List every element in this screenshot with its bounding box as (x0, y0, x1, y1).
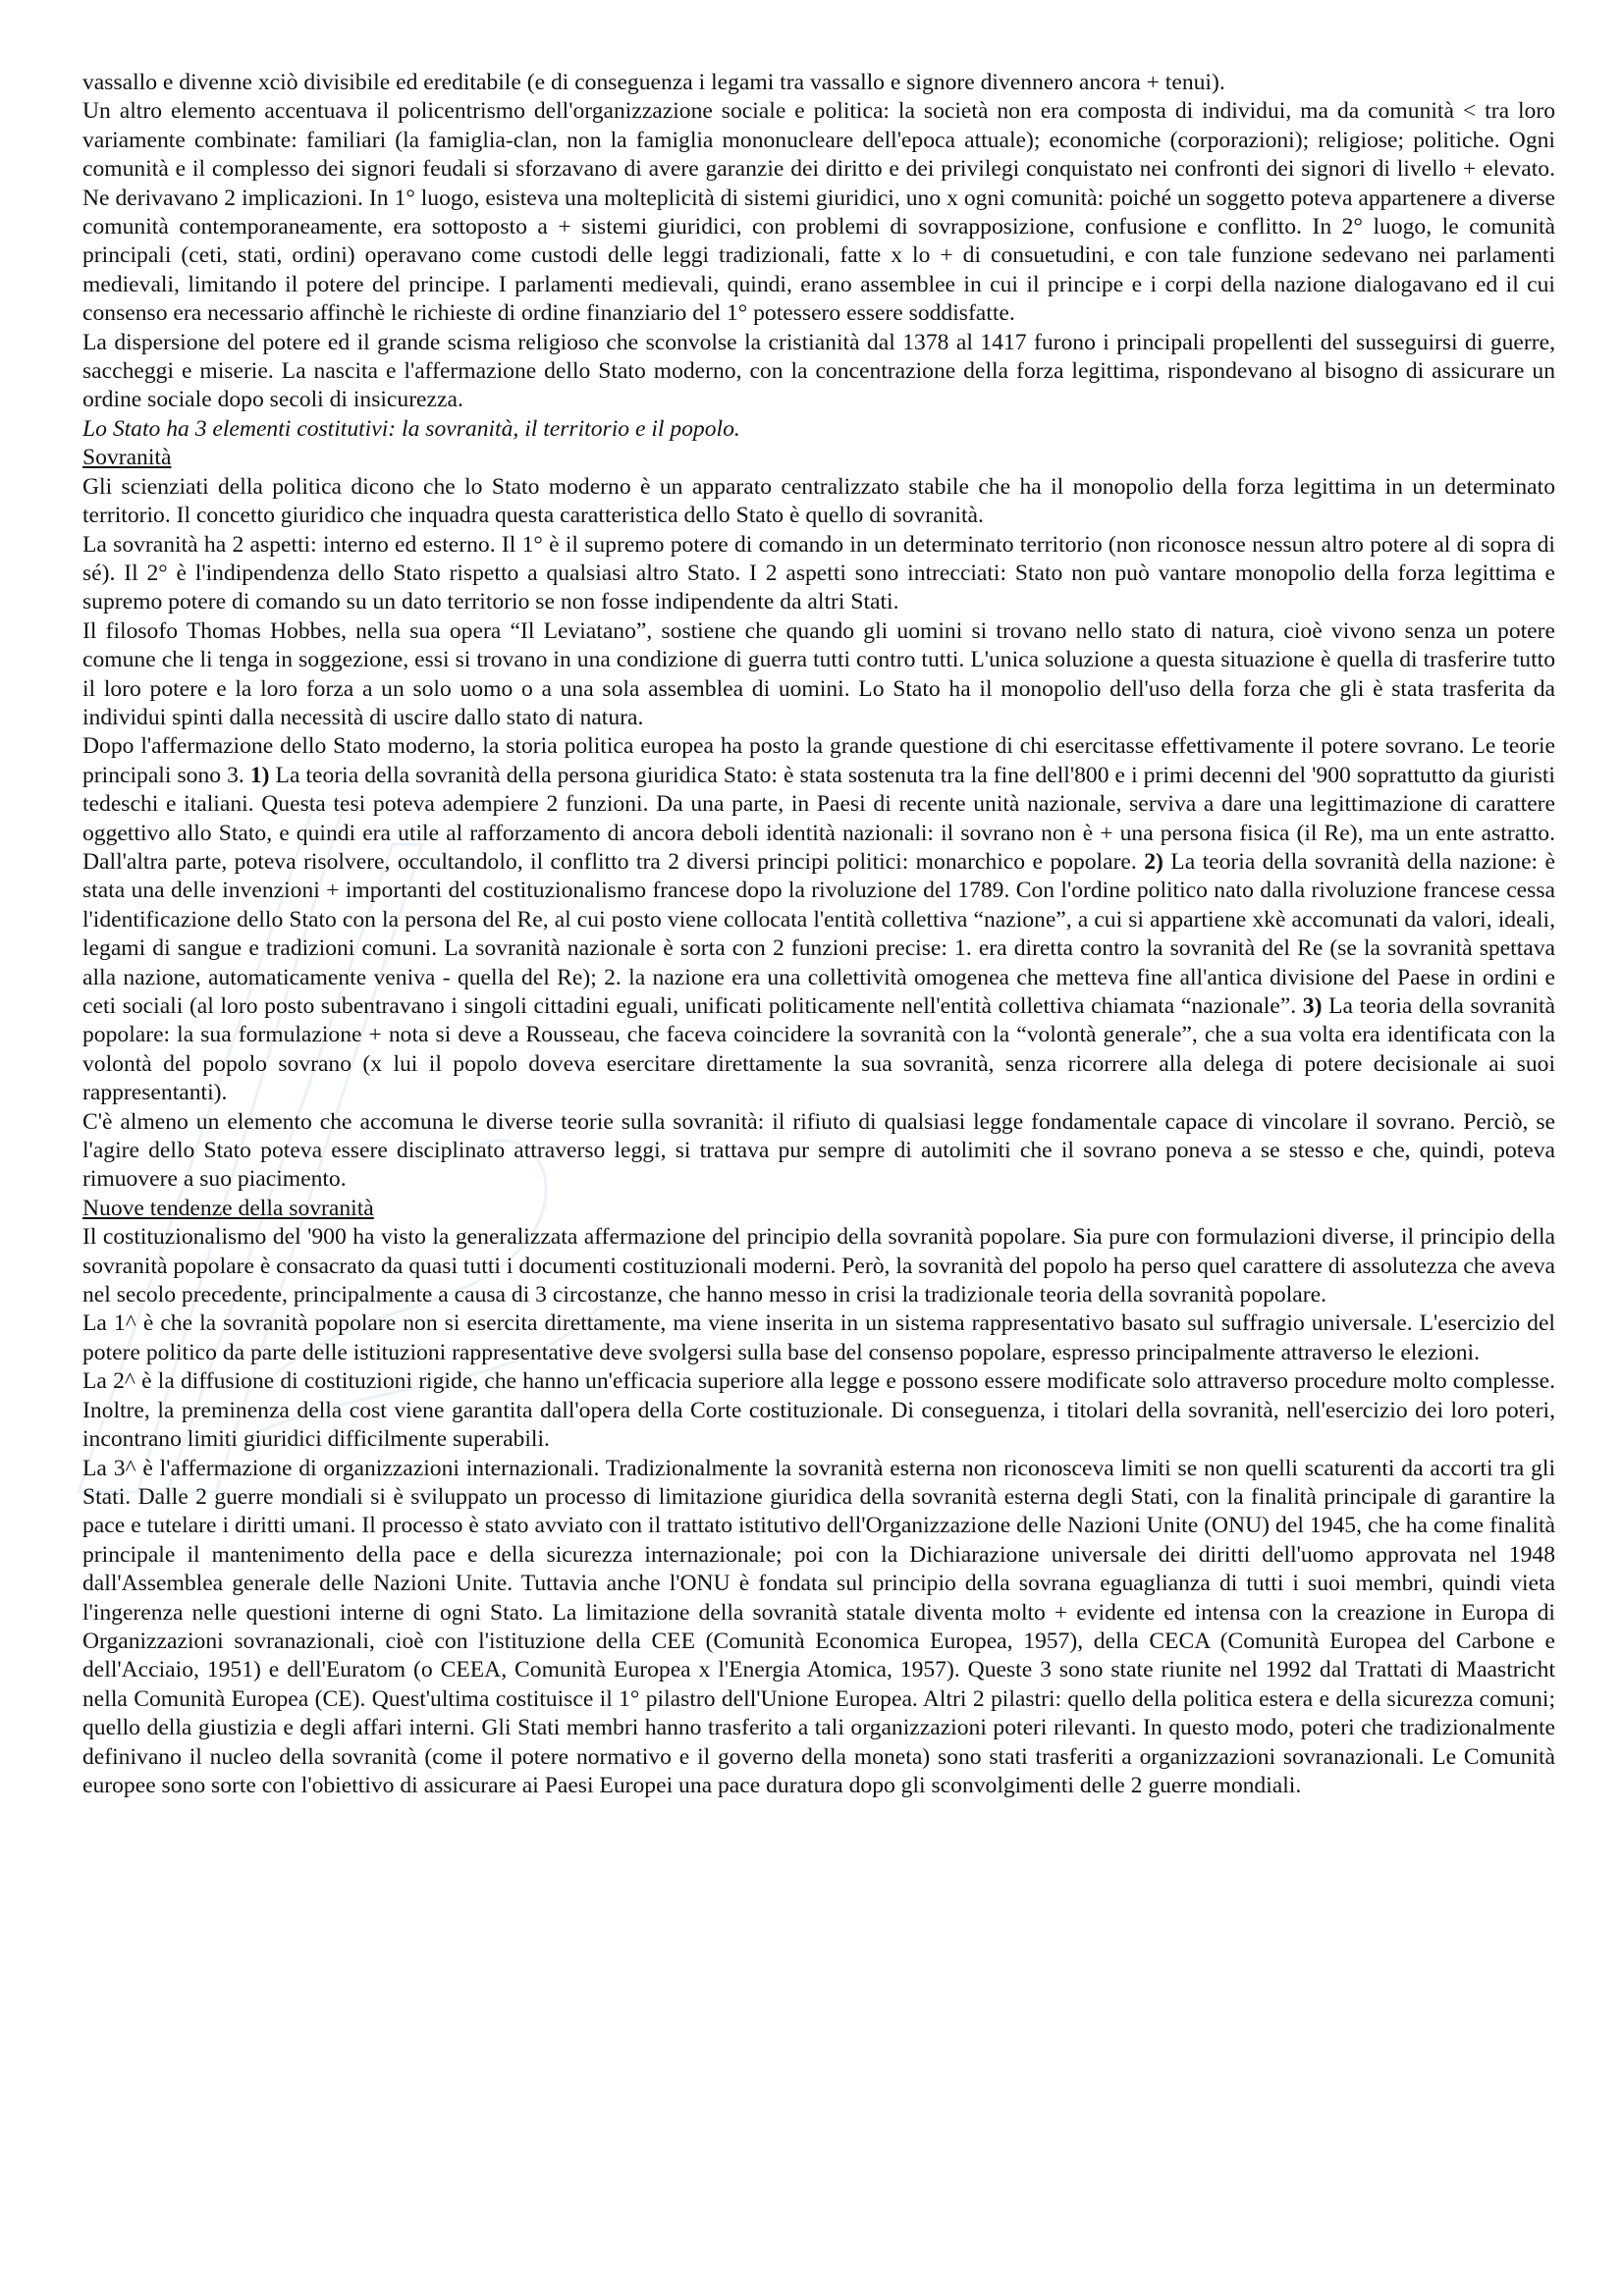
paragraph: La 1^ è che la sovranità popolare non si esercita direttamente, ma viene inserita in un sistema rappresentativo basato sul suffragio universale. L'esercizio del potere politico da parte delle istituzioni rappresentative deve svolgersi sulla base del consenso popolare, espresso principalmente attraverso le elezioni. (82, 1310, 1555, 1365)
document-page (82, 69, 1555, 1800)
paragraph: Un altro elemento accentuava il policentrismo dell'organizzazione sociale e politica: la società non era composta di individui, ma da comunità < tra loro variamente combinate: familiari (la famiglia-clan, non la famiglia mononucleare dell'epoca attuale); economiche (corporazioni); religiose; politiche. Ogni comunità e il complesso dei signori feudali si sforzavano di avere garanzie dei diritto e dei privilegi conquistato nei confronti dei signori di livello + elevato. Ne derivavano 2 implicazioni. In 1° luogo, esisteva una molteplicità di sistemi giuridici, uno x ogni comunità: poiché un soggetto poteva appartenere a diverse comunità contemporaneamente, era sottoposto a + sistemi giuridici, con problemi di sovrapposizione, confusione e conflitto. In 2° luogo, le comunità principali (ceti, stati, ordini) operavano come custodi delle leggi tradizionali, fatte x lo + di consuetudini, e con tale funzione sedevano nei parlamenti medievali, limitando il potere del principe. I parlamenti medievali, quindi, erano assemblee in cui il principe e i corpi della nazione dialogavano ed il cui consenso era necessario affinchè le richieste di ordine finanziario del 1° potessero essere soddisfatte. (82, 98, 1555, 327)
paragraph: La 3^ è l'affermazione di organizzazioni internazionali. Tradizionalmente la sovranità esterna non riconosceva limiti se non quelli scaturenti da accorti tra gli Stati. Dalle 2 guerre mondiali si è sviluppato un processo di limitazione giuridica della sovranità esterna degli Stati, con la finalità principale di garantire la pace e tutelare i diritti umani. Il processo è stato avviato con il trattato istitutivo dell'Organizzazione delle Nazioni Unite (ONU) del 1945, che ha come finalità principale il mantenimento della pace e della sicurezza internazionale; poi con la Dichiarazione universale dei diritti dell'uomo approvata nel 1948 dall'Assemblea generale delle Nazioni Unite. Tuttavia anche l'ONU è fondata sul principio della sovrana eguaglianza di tutti i suoi membri, quindi vieta l'ingerenza nelle questioni interne di ogni Stato. La limitazione della sovranità statale diventa molto + evidente ed intensa con la creazione in Europa di Organizzazioni sovranazionali, cioè con l'istituzione della CEE (Comunità Economica Europea, 1957), della CECA (Comunità Europea del Carbone e dell'Acciaio, 1951) e dell'Euratom (o CEEA, Comunità Europea x l'Energia Atomica, 1957). Queste 3 sono state riunite nel 1992 dal Trattati di Maastricht nella Comunità Europea (CE). Quest'ultima costituisce il 1° pilastro dell'Unione Europea. Altri 2 pilastri: quello della politica estera e della sicurezza comuni; quello della giustizia e degli affari interni. Gli Stati membri hanno trasferito a tali organizzazioni poteri rilevanti. In questo modo, poteri che tradizionalmente definivano il nucleo della sovranità (come il potere normativo e il governo della moneta) sono stati trasferiti a organizzazioni sovranazionali. Le Comunità europee sono sorte con l'obiettivo di assicurare ai Paesi Europei una pace duratura dopo gli sconvolgimenti delle 2 guerre mondiali. (82, 1455, 1555, 1798)
paragraph: Gli scienziati della politica dicono che lo Stato moderno è un apparato centralizzato stabile che ha il monopolio della forza legittima in un determinato territorio. Il concetto giuridico che inquadra questa caratteristica dello Stato è quello di sovranità. (82, 473, 1555, 529)
paragraph: vassallo e divenne xciò divisibile ed ereditabile (e di conseguenza i legami tra vassallo e signore divennero ancora + tenui). (82, 70, 1225, 95)
list-number: 2) (1144, 848, 1163, 875)
paragraph: Il costituzionalismo del '900 ha visto la generalizzata affermazione del principio della sovranità popolare. Sia pure con formulazioni diverse, il principio della sovranità popolare è consacrato da quasi tutti i documenti costituzionali moderni. Però, la sovranità del popolo ha perso quel carattere di assolutezza che aveva nel secolo precedente, principalmente a causa di 3 circostanze, che hanno messo in crisi la tradizionale teoria della sovranità popolare. (82, 1224, 1555, 1308)
text-run: Dopo l'affermazione dello Stato moderno, la storia politica europea ha posto la grande questione di chi esercitasse effettivamente il potere sovrano. Le teorie principali sono 3. (82, 733, 1555, 788)
list-number: 3) (1302, 993, 1323, 1019)
text-run: La teoria della sovranità della persona giuridica Stato: è stata sostenuta tra la fine dell'800 e i primi decenni del '900 soprattutto da giuristi tedeschi e italiani. Questa tesi poteva adempiere 2 funzioni. Da una parte, in Paesi di recente unità nazionale, serviva a dare una legittimazione di carattere oggettivo allo Stato, e quindi era utile al rafforzamento di ancora deboli identità nazionali: il sovrano non è + una persona fisica (il Re), ma un ente astratto. Dall'altra parte, poteva risolvere, occultandolo, il conflitto tra 2 diversi principi politici: monarchico e popolare. (82, 762, 1555, 875)
paragraph: La 2^ è la diffusione di costituzioni rigide, che hanno un'efficacia superiore alla legge e possono essere modificate solo attraverso procedure molto complesse. Inoltre, la preminenza della cost viene garantita dall'opera della Corte costituzionale. Di conseguenza, i titolari della sovranità, nell'esercizio dei loro poteri, incontrano limiti giuridici difficilmente superabili. (82, 1368, 1555, 1453)
paragraph: La sovranità ha 2 aspetti: interno ed esterno. Il 1° è il supremo potere di comando in un determinato territorio (non riconosce nessun altro potere al di sopra di sé). Il 2° è l'indipendenza dello Stato rispetto a qualsiasi altro Stato. I 2 aspetti sono intrecciati: Stato non può vantare monopolio della forza legittima e supremo potere di comando su un dato territorio se non fosse indipendente da altri Stati. (82, 531, 1555, 615)
paragraph: La dispersione del potere ed il grande scisma religioso che sconvolse la cristianità dal 1378 al 1417 furono i principali propellenti del susseguirsi di guerre, saccheggi e miserie. La nascita e l'affermazione dello Stato moderno, con la concentrazione della forza legittima, rispondevano al bisogno di assicurare un ordine sociale dopo secoli di insicurezza. (82, 329, 1555, 413)
text-run: La teoria della sovranità della nazione: è stata una delle invenzioni + importanti del costituzionalismo francese dopo la rivoluzione del 1789. Con l'ordine politico nato dalla rivoluzione francese cessa l'identificazione dello Stato con la persona del Re, al cui posto viene collocata l'entità collettiva “nazione”, a cui si appartiene xkè accomunati da valori, ideali, legami di sangue e tradizioni comuni. La sovranità nazionale è sorta con 2 funzioni precise: 1. era diretta contro la sovranità del Re (se la sovranità spettava alla nazione, automaticamente veniva - quella del Re); 2. la nazione era una collettività omogenea che metteva fine all'antica divisione del Paese in ordini e ceti sociali (al loro posto subentravano i singoli cittadini eguali, unificati politicamente nell'entità collettiva chiamata “nazionale”. (82, 848, 1555, 1019)
list-number: 1) (249, 762, 270, 788)
section-heading-nuove-tendenze: Nuove tendenze della sovranità (82, 1195, 374, 1221)
italic-statement: Lo Stato ha 3 elementi costitutivi: la sovranità, il territorio e il popolo. (82, 415, 740, 442)
paragraph: C'è almeno un elemento che accomuna le diverse teorie sulla sovranità: il rifiuto di qualsiasi legge fondamentale capace di vincolare il sovrano. Perciò, se l'agire dello Stato poteva essere disciplinato attraverso leggi, si trattava pur sempre di autolimiti che il sovrano poneva a se stesso e che, quindi, poteva rimuovere a suo piacimento. (82, 1108, 1555, 1193)
section-heading-sovranita: Sovranità (82, 445, 172, 471)
paragraph-theories (82, 732, 1555, 1107)
text-run: La teoria della sovranità popolare: la sua formulazione + nota si deve a Rousseau, che faceva coincidere la sovranità con la “volontà generale”, che a sua volta era identificata con la volontà del popolo sovrano (x lui il popolo doveva esercitare direttamente la sua sovranità, senza ricorrere alla delega di potere decisionale ai suoi rappresentanti). (82, 993, 1555, 1106)
paragraph: Il filosofo Thomas Hobbes, nella sua opera “Il Leviatano”, sostiene che quando gli uomini si trovano nello stato di natura, cioè vivono senza un potere comune che li tenga in soggezione, essi si trovano in una condizione di guerra tutti contro tutti. L'unica soluzione a questa situazione è quella di trasferire tutto il loro potere e la loro forza a un solo uomo o a una sola assemblea di uomini. Lo Stato ha il monopolio dell'uso della forza che gli è stata trasferita da individui spinti dalla necessità di uscire dallo stato di natura. (82, 617, 1555, 730)
